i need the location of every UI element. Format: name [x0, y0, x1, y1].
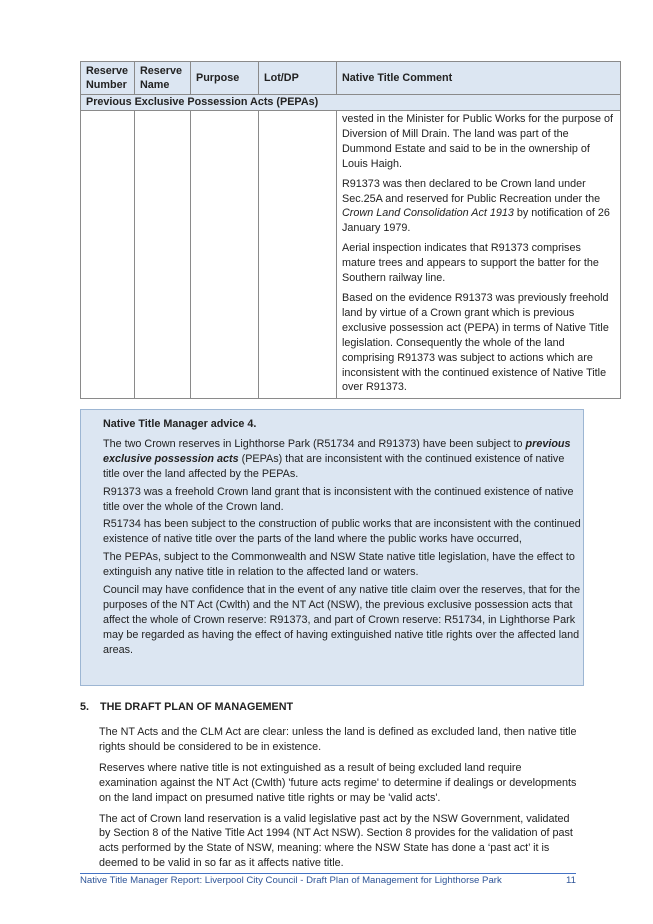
- section-label: Previous Exclusive Possession Acts (PEPAs): [81, 95, 621, 111]
- comment-paragraph: Based on the evidence R91373 was previously freehold land by virtue of a Crown grant which is previous exclusive possession act (PEPA) in terms of Native Title legislation. Consequently the whole of the land comprising R91373 was subject to actions which are inconsistent with the continued existence of Native Title over R91373.: [342, 291, 609, 394]
- header-purpose: Purpose: [191, 62, 259, 95]
- table-header-row: [81, 62, 621, 95]
- cell-lot-dp: [259, 111, 337, 399]
- cell-reserve-name: [135, 111, 191, 399]
- page-footer: [80, 873, 576, 886]
- advice-paragraph: The PEPAs, subject to the Commonwealth and NSW State native title legislation, have the effect to extinguish any native title in relation to the affected land or waters.: [103, 551, 575, 579]
- advice-title: Native Title Manager advice 4.: [103, 418, 257, 430]
- body-paragraph: Reserves where native title is not extinguished as a result of being excluded land require examination against the NT Act (Cwlth) 'future acts regime' to determine if dealings or developments on the land impact on presumed native title rights or may be 'valid acts'.: [99, 761, 577, 804]
- comment-paragraph: vested in the Minister for Public Works for the purpose of Diversion of Mill Drain. The land was part of the Dummond Estate and said to be in the ownership of Louis Haigh.: [342, 113, 614, 170]
- page-number: 11: [566, 875, 576, 886]
- advice-paragraph: Council may have confidence that in the event of any native title claim over the reserves, that for the purposes of the NT Act (Cwlth) and the NT Act (NSW), the previous exclusive possession acts that affect the whole of Crown reserve: R91373, and part of Crown reserve: R51734, in Lighthorse Park may be regarded as having the effect of having extinguished native title rights over the affected land areas.: [103, 584, 581, 656]
- header-native-title-comment: Native Title Comment: [337, 62, 621, 95]
- comment-paragraph: Aerial inspection indicates that R91373 comprises mature trees and appears to support the batter for the Southern railway line.: [342, 242, 599, 285]
- body-paragraph: The NT Acts and the CLM Act are clear: unless the land is defined as excluded land, then native title rights should be considered to be in existence.: [99, 726, 577, 753]
- cell-native-title-comment: [337, 111, 621, 399]
- advice-text: The two Crown reserves in Lighthorse Park (R51734 and R91373) have been subject to: [103, 437, 526, 450]
- section-title: THE DRAFT PLAN OF MANAGEMENT: [100, 701, 294, 713]
- section-heading: [80, 701, 293, 713]
- advice-text: (PEPAs) that are inconsistent with the continued existence of native title over the land affected by the PEPAs.: [103, 452, 565, 480]
- section-row: [81, 95, 621, 111]
- advice-paragraph: R51734 has been subject to the construction of public works that are inconsistent with the continued existence of native title over the parts of the land where the public works have occurred,: [103, 518, 581, 546]
- comment-paragraph: [342, 177, 615, 237]
- cell-reserve-number: [81, 111, 135, 399]
- table-row: [81, 111, 621, 399]
- section-body: [99, 725, 579, 877]
- advice-paragraph: R91373 was a freehold Crown land grant that is inconsistent with the continued existence of native title over the whole of the Crown land.: [103, 485, 574, 513]
- header-lot-dp: Lot/DP: [259, 62, 337, 95]
- comment-text: by notification of 26 January 1979.: [342, 207, 610, 235]
- header-reserve-number: Reserve Number: [81, 62, 135, 95]
- act-name: Crown Land Consolidation Act 1913: [342, 207, 514, 220]
- footer-text: Native Title Manager Report: Liverpool City Council - Draft Plan of Management for Lighthorse Park: [80, 875, 502, 886]
- header-reserve-name: Reserve Name: [135, 62, 191, 95]
- advice-emphasis: previous exclusive possession acts: [103, 437, 571, 465]
- advice-paragraph: [103, 437, 583, 482]
- native-title-table: [80, 61, 621, 399]
- advice-box: [80, 409, 584, 686]
- cell-purpose: [191, 111, 259, 399]
- body-paragraph: The act of Crown land reservation is a valid legislative past act by the NSW Government, validated by Section 8 of the Native Title Act 1994 (NT Act NSW). Section 8 provides for the validation of past acts performed by the State of NSW, meaning: where the NSW State has done a ‘past act’ it is deemed to be valid in so far as it affects native title.: [99, 812, 573, 870]
- comment-text: R91373 was then declared to be Crown land under Sec.25A and reserved for Public Recreation under the: [342, 177, 601, 205]
- section-number: 5.: [80, 701, 90, 713]
